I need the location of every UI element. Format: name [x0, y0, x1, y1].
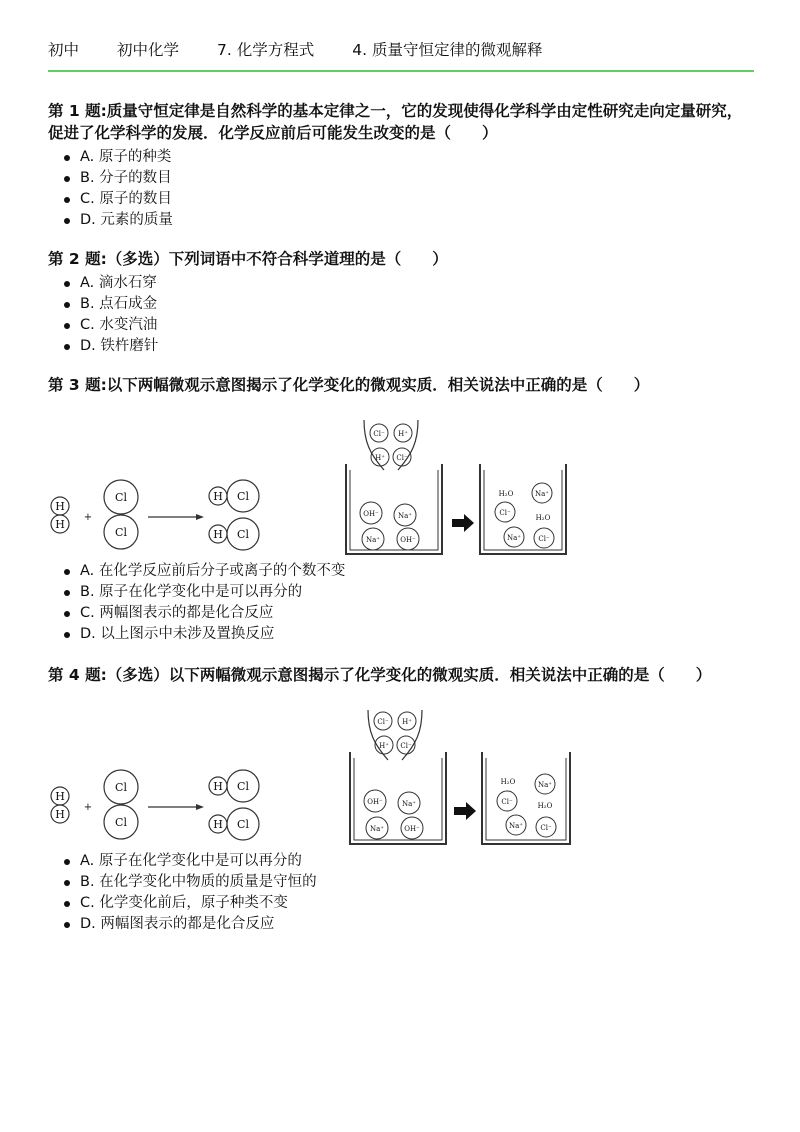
arrow-icon: [196, 514, 204, 520]
atom-h-label: H: [213, 528, 223, 541]
atom-cl-label: Cl: [115, 816, 127, 829]
question-4-figure: [48, 708, 748, 848]
question-3-option-b[interactable]: B. 原子在化学变化中是可以再分的: [80, 582, 754, 603]
water-label: H₂O: [500, 778, 516, 786]
question-1-option-d[interactable]: D. 元素的质量: [80, 210, 754, 231]
water-label: H₂O: [537, 802, 553, 810]
ion-oh-minus-label: OH⁻: [404, 825, 420, 833]
ion-oh-minus-label: OH⁻: [363, 510, 379, 518]
ion-h-plus-label: H⁺: [375, 454, 385, 462]
question-1-option-b[interactable]: B. 分子的数目: [80, 168, 754, 189]
ion-cl-minus-label: Cl⁻: [538, 535, 550, 543]
ion-h-plus-label: H⁺: [402, 718, 412, 726]
ion-h-plus-label: H⁺: [398, 430, 408, 438]
ion-na-plus-label: Na⁺: [370, 825, 384, 833]
question-2-option-a[interactable]: A. 滴水石穿: [80, 273, 754, 294]
atom-h-label: H: [55, 500, 65, 513]
water-label: H₂O: [498, 490, 514, 498]
question-4-answers: [48, 848, 754, 935]
ion-cl-minus-label: Cl⁻: [499, 509, 511, 517]
atom-cl-label: Cl: [237, 490, 249, 503]
water-label: H₂O: [535, 514, 551, 522]
question-3-figure: [48, 418, 748, 558]
ion-na-plus-label: Na⁺: [535, 490, 549, 498]
atom-cl-label: Cl: [237, 780, 249, 793]
question-3-answers: [48, 558, 754, 645]
ion-cl-minus-label: Cl⁻: [373, 430, 385, 438]
question-4: [48, 664, 754, 686]
question-1: [48, 100, 754, 231]
plus-sign: +: [83, 512, 93, 523]
bold-arrow-icon: [452, 514, 474, 532]
question-2-option-d[interactable]: D. 铁杵磨针: [80, 336, 754, 357]
ion-na-plus-label: Na⁺: [398, 512, 412, 520]
ion-na-plus-label: Na⁺: [507, 534, 521, 542]
reaction-diagram: [48, 418, 748, 558]
atom-h-label: H: [55, 808, 65, 821]
atom-cl-label: Cl: [237, 528, 249, 541]
bold-arrow-icon: [454, 802, 476, 820]
question-1-option-c[interactable]: C. 原子的数目: [80, 189, 754, 210]
question-3-title: 第 3 题:以下两幅微观示意图揭示了化学变化的微观实质．相关说法中正确的是（ ）: [48, 376, 650, 394]
reaction-diagram: [48, 708, 748, 848]
question-1-options: [48, 147, 754, 231]
ion-cl-minus-label: Cl⁻: [501, 798, 513, 806]
question-4-title: 第 4 题:（多选）以下两幅微观示意图揭示了化学变化的微观实质．相关说法中正确的是（ ）: [48, 666, 712, 684]
ion-na-plus-label: Na⁺: [509, 822, 523, 830]
ion-oh-minus-label: OH⁻: [400, 536, 416, 544]
atom-cl-label: Cl: [237, 818, 249, 831]
question-2-option-c[interactable]: C. 水变汽油: [80, 315, 754, 336]
ion-na-plus-label: Na⁺: [402, 800, 416, 808]
molecule-reaction: [51, 480, 259, 550]
question-4-option-a[interactable]: A. 原子在化学变化中是可以再分的: [80, 851, 754, 872]
question-3-option-d[interactable]: D. 以上图示中未涉及置换反应: [80, 624, 754, 645]
ion-cl-minus-label: Cl⁻: [540, 824, 552, 832]
atom-h-label: H: [55, 790, 65, 803]
molecule-reaction: [51, 770, 259, 840]
breadcrumb-level-2[interactable]: 初中化学: [117, 41, 180, 59]
atom-cl-label: Cl: [115, 781, 127, 794]
breadcrumb-level-4[interactable]: 4. 质量守恒定律的微观解释: [352, 41, 543, 59]
question-1-option-a[interactable]: A. 原子的种类: [80, 147, 754, 168]
breadcrumb-level-1[interactable]: 初中: [48, 41, 80, 59]
atom-h-label: H: [55, 518, 65, 531]
dropper-outline: [368, 710, 422, 760]
atom-cl-label: Cl: [115, 491, 127, 504]
breadcrumb: [48, 38, 580, 60]
ion-h-plus-label: H⁺: [379, 742, 389, 750]
arrow-icon: [196, 804, 204, 810]
ion-cl-minus-label: Cl⁻: [400, 742, 412, 750]
question-2-title: 第 2 题:（多选）下列词语中不符合科学道理的是（ ）: [48, 250, 448, 268]
ion-na-plus-label: Na⁺: [538, 781, 552, 789]
question-2-options: [48, 273, 754, 357]
question-2: [48, 248, 754, 357]
question-3: [48, 374, 754, 396]
atom-cl-label: Cl: [115, 526, 127, 539]
question-4-options: [48, 851, 754, 935]
atom-h-label: H: [213, 818, 223, 831]
beaker-reaction: [350, 710, 570, 844]
ion-cl-minus-label: Cl⁻: [377, 718, 389, 726]
ion-oh-minus-label: OH⁻: [367, 798, 383, 806]
question-4-option-c[interactable]: C. 化学变化前后，原子种类不变: [80, 893, 754, 914]
beaker-reaction: [346, 420, 566, 554]
question-3-options: [48, 561, 754, 645]
plus-sign: +: [83, 802, 93, 813]
question-4-option-d[interactable]: D. 两幅图表示的都是化合反应: [80, 914, 754, 935]
breadcrumb-level-3[interactable]: 7. 化学方程式: [217, 41, 315, 59]
question-3-option-a[interactable]: A. 在化学反应前后分子或离子的个数不变: [80, 561, 754, 582]
ion-na-plus-label: Na⁺: [366, 536, 380, 544]
atom-h-label: H: [213, 780, 223, 793]
atom-h-label: H: [213, 490, 223, 503]
ion-cl-minus-label: Cl⁻: [396, 454, 408, 462]
question-4-option-b[interactable]: B. 在化学变化中物质的质量是守恒的: [80, 872, 754, 893]
question-2-option-b[interactable]: B. 点石成金: [80, 294, 754, 315]
beaker-right: [482, 752, 570, 844]
question-3-option-c[interactable]: C. 两幅图表示的都是化合反应: [80, 603, 754, 624]
header-divider: [48, 70, 754, 72]
question-1-title: 第 1 题:质量守恒定律是自然科学的基本定律之一，它的发现使得化学科学由定性研究走向定量研究，促进了化学科学的发展．化学反应前后可能发生改变的是（ ）: [48, 102, 743, 142]
